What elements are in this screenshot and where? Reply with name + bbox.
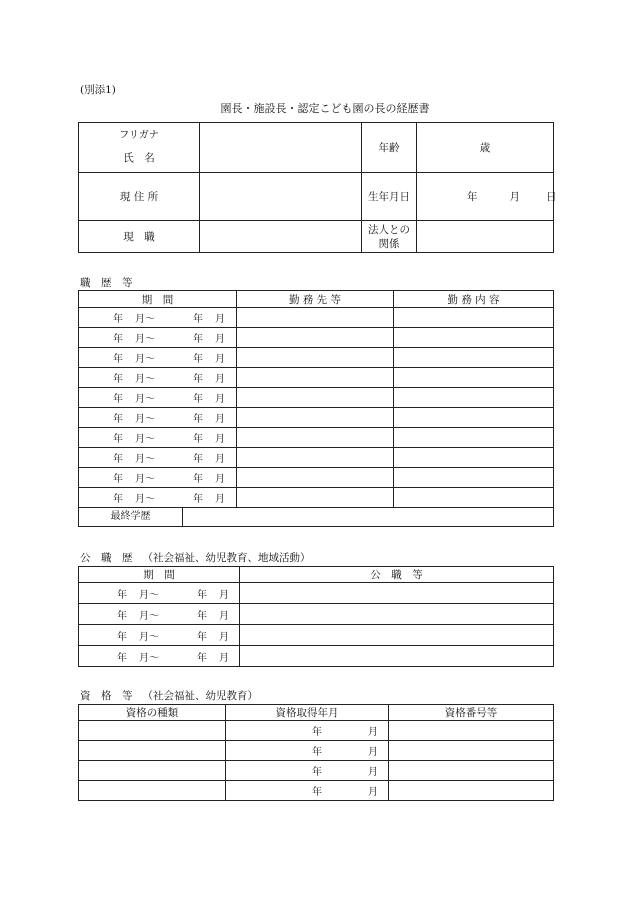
to-year-unit: 年 [197, 610, 207, 622]
to-year-unit: 年 [193, 454, 203, 465]
period-from [117, 628, 197, 643]
from-year-unit: 年 [113, 494, 123, 505]
work-duty-cell[interactable] [394, 448, 554, 468]
to-year-unit: 年 [193, 474, 203, 485]
table-row [79, 468, 554, 488]
qual-date-cell[interactable] [226, 761, 389, 781]
public-note: （社会福祉、幼児教育、地域活動） [142, 552, 311, 564]
table-row [79, 583, 554, 604]
from-year-unit: 年 [113, 374, 123, 385]
work-period-cell[interactable] [79, 328, 237, 348]
public-post-cell[interactable] [240, 625, 554, 646]
work-employer-cell[interactable] [237, 408, 394, 428]
from-month-unit: 月～ [135, 454, 155, 465]
public-post-cell[interactable] [240, 583, 554, 604]
from-year-unit: 年 [117, 652, 127, 664]
public-title: 公 職 歴 [80, 552, 133, 564]
from-year-unit: 年 [113, 334, 123, 345]
from-year-unit: 年 [117, 610, 127, 622]
from-month-unit: 月～ [139, 589, 159, 601]
work-duty-cell[interactable] [394, 328, 554, 348]
public-col-post: 公 職 等 [240, 567, 554, 583]
table-row [79, 428, 554, 448]
period-from [113, 350, 193, 365]
qual-date-cell[interactable] [226, 741, 389, 761]
work-period-cell[interactable] [79, 348, 237, 368]
qual-year-unit: 年 [312, 787, 322, 798]
final-education-value[interactable] [183, 508, 553, 526]
age-label: 年齢 [362, 123, 417, 173]
to-year-unit: 年 [197, 589, 207, 601]
public-section-title [80, 550, 311, 565]
to-month-unit: 月 [215, 394, 225, 405]
work-duty-cell[interactable] [394, 468, 554, 488]
to-month-unit: 月 [215, 494, 225, 505]
to-month-unit: 月 [215, 354, 225, 365]
period-to [193, 454, 225, 465]
table-row [79, 781, 554, 801]
qual-month-unit: 月 [368, 767, 378, 778]
work-period-cell[interactable] [79, 408, 237, 428]
to-month-unit: 月 [215, 334, 225, 345]
work-section-title: 職 歴 等 [80, 277, 133, 289]
qualifications-table [78, 704, 554, 801]
age-unit: 歳 [479, 142, 491, 154]
period-from [113, 490, 193, 505]
qual-date-cell[interactable] [226, 721, 389, 741]
work-period-cell[interactable] [79, 388, 237, 408]
table-row [79, 741, 554, 761]
birth-value-cell[interactable] [417, 173, 557, 221]
table-row [79, 625, 554, 646]
address-value-cell[interactable] [200, 173, 362, 221]
final-education-label: 最終学歴 [79, 508, 183, 526]
period-to [193, 374, 225, 385]
work-employer-cell[interactable] [237, 448, 394, 468]
table-row [79, 448, 554, 468]
qual-col-type: 資格の種類 [79, 705, 226, 721]
to-year-unit: 年 [193, 374, 203, 385]
public-post-cell[interactable] [240, 646, 554, 667]
to-month-unit: 月 [219, 589, 229, 601]
to-year-unit: 年 [193, 314, 203, 325]
from-month-unit: 月～ [135, 494, 155, 505]
to-year-unit: 年 [197, 631, 207, 643]
table-row [79, 721, 554, 741]
work-employer-cell[interactable] [237, 368, 394, 388]
name-label-cell [79, 123, 200, 173]
to-year-unit: 年 [193, 394, 203, 405]
birth-day-unit: 日 [546, 191, 557, 203]
relation-label-line2: 関係 [378, 237, 400, 250]
final-education-row [79, 508, 554, 527]
from-year-unit: 年 [113, 434, 123, 445]
public-col-period: 期 間 [79, 567, 240, 583]
from-year-unit: 年 [113, 414, 123, 425]
from-year-unit: 年 [117, 631, 127, 643]
to-year-unit: 年 [193, 434, 203, 445]
period-from [113, 330, 193, 345]
page-title: 園長・施設長・認定こども園の長の経歴書 [220, 102, 430, 115]
table-row [79, 308, 554, 328]
period-from [113, 450, 193, 465]
work-col-employer: 勤 務 先 等 [237, 291, 394, 308]
work-history-table [78, 290, 554, 527]
qual-number-cell[interactable] [389, 781, 554, 801]
from-year-unit: 年 [117, 589, 127, 601]
name-label: 氏 名 [123, 152, 155, 164]
table-row [79, 761, 554, 781]
to-month-unit: 月 [215, 474, 225, 485]
from-year-unit: 年 [113, 454, 123, 465]
work-duty-cell[interactable] [394, 408, 554, 428]
qual-number-cell[interactable] [389, 721, 554, 741]
furigana-label: フリガナ [119, 130, 159, 141]
period-to [193, 434, 225, 445]
relation-value-cell[interactable] [417, 221, 554, 253]
work-period-cell[interactable] [79, 368, 237, 388]
birth-month-unit: 月 [509, 191, 520, 203]
table-row [79, 328, 554, 348]
qual-year-unit: 年 [312, 767, 322, 778]
work-duty-cell[interactable] [394, 388, 554, 408]
name-value-cell[interactable] [200, 123, 362, 173]
qual-date-cell[interactable] [226, 781, 389, 801]
qual-number-cell[interactable] [389, 741, 554, 761]
to-month-unit: 月 [215, 454, 225, 465]
work-duty-cell[interactable] [394, 428, 554, 448]
personal-info-table [78, 122, 557, 253]
work-period-cell[interactable] [79, 308, 237, 328]
qual-year-unit: 年 [312, 747, 322, 758]
qual-month-unit: 月 [368, 747, 378, 758]
from-month-unit: 月～ [135, 334, 155, 345]
work-duty-cell[interactable] [394, 348, 554, 368]
public-period-cell[interactable] [79, 625, 240, 646]
table-row [79, 408, 554, 428]
table-row [79, 388, 554, 408]
work-period-cell[interactable] [79, 448, 237, 468]
to-month-unit: 月 [215, 314, 225, 325]
work-period-cell[interactable] [79, 488, 237, 508]
period-to [193, 394, 225, 405]
public-period-cell[interactable] [79, 646, 240, 667]
qual-month-unit: 月 [368, 727, 378, 738]
from-year-unit: 年 [113, 474, 123, 485]
period-to [197, 611, 229, 622]
to-year-unit: 年 [193, 334, 203, 345]
work-employer-cell[interactable] [237, 468, 394, 488]
from-year-unit: 年 [113, 354, 123, 365]
work-period-cell[interactable] [79, 468, 237, 488]
qual-title: 資 格 等 [80, 690, 133, 702]
from-month-unit: 月～ [135, 354, 155, 365]
period-from [113, 410, 193, 425]
work-employer-cell[interactable] [237, 488, 394, 508]
work-col-period: 期 間 [79, 291, 237, 308]
qual-type-cell[interactable] [79, 761, 226, 781]
period-to [193, 334, 225, 345]
job-label: 現 職 [79, 221, 200, 253]
work-duty-cell[interactable] [394, 308, 554, 328]
qual-col-number: 資格番号等 [389, 705, 554, 721]
qual-section-title [80, 688, 258, 703]
work-employer-cell[interactable] [237, 308, 394, 328]
from-year-unit: 年 [113, 394, 123, 405]
public-period-cell[interactable] [79, 583, 240, 604]
from-month-unit: 月～ [135, 394, 155, 405]
from-month-unit: 月～ [135, 374, 155, 385]
table-row [79, 348, 554, 368]
age-value-cell[interactable] [417, 123, 554, 173]
period-from [113, 370, 193, 385]
to-year-unit: 年 [197, 652, 207, 664]
qual-type-cell[interactable] [79, 721, 226, 741]
period-from [113, 310, 193, 325]
relation-label-cell [362, 221, 417, 253]
work-employer-cell[interactable] [237, 328, 394, 348]
to-month-unit: 月 [215, 434, 225, 445]
from-month-unit: 月～ [135, 474, 155, 485]
from-month-unit: 月～ [135, 434, 155, 445]
period-to [193, 474, 225, 485]
period-from [113, 470, 193, 485]
period-from [113, 430, 193, 445]
qual-type-cell[interactable] [79, 741, 226, 761]
to-month-unit: 月 [219, 610, 229, 622]
period-to [193, 494, 225, 505]
table-row [79, 646, 554, 667]
birth-year-unit: 年 [467, 191, 478, 203]
qual-note: （社会福祉、幼児教育） [142, 690, 258, 702]
address-label: 現 住 所 [79, 173, 200, 221]
to-month-unit: 月 [215, 374, 225, 385]
table-row [79, 368, 554, 388]
work-duty-cell[interactable] [394, 368, 554, 388]
table-row [79, 604, 554, 625]
period-to [193, 414, 225, 425]
period-from [117, 649, 197, 664]
from-month-unit: 月～ [135, 314, 155, 325]
from-month-unit: 月～ [139, 631, 159, 643]
from-year-unit: 年 [113, 314, 123, 325]
to-month-unit: 月 [215, 414, 225, 425]
qual-col-date: 資格取得年月 [226, 705, 389, 721]
relation-label-line1: 法人との [368, 223, 410, 236]
work-col-duty: 勤 務 内 容 [394, 291, 554, 308]
birth-label: 生年月日 [362, 173, 417, 221]
attachment-label: (別添1) [80, 84, 116, 96]
public-period-cell[interactable] [79, 604, 240, 625]
public-post-cell[interactable] [240, 604, 554, 625]
period-to [193, 354, 225, 365]
to-year-unit: 年 [193, 494, 203, 505]
from-month-unit: 月～ [139, 610, 159, 622]
qual-number-cell[interactable] [389, 761, 554, 781]
qual-year-unit: 年 [312, 727, 322, 738]
from-month-unit: 月～ [139, 652, 159, 664]
period-from [117, 586, 197, 601]
to-year-unit: 年 [193, 354, 203, 365]
period-to [197, 590, 229, 601]
work-duty-cell[interactable] [394, 488, 554, 508]
period-to [197, 653, 229, 664]
period-from [113, 390, 193, 405]
period-to [197, 632, 229, 643]
job-value-cell[interactable] [200, 221, 362, 253]
work-period-cell[interactable] [79, 428, 237, 448]
qual-type-cell[interactable] [79, 781, 226, 801]
to-year-unit: 年 [193, 414, 203, 425]
table-row [79, 488, 554, 508]
work-employer-cell[interactable] [237, 428, 394, 448]
from-month-unit: 月～ [135, 414, 155, 425]
qual-month-unit: 月 [368, 787, 378, 798]
work-employer-cell[interactable] [237, 388, 394, 408]
to-month-unit: 月 [219, 631, 229, 643]
period-to [193, 314, 225, 325]
work-employer-cell[interactable] [237, 348, 394, 368]
public-posts-table [78, 566, 554, 667]
period-from [117, 607, 197, 622]
to-month-unit: 月 [219, 652, 229, 664]
